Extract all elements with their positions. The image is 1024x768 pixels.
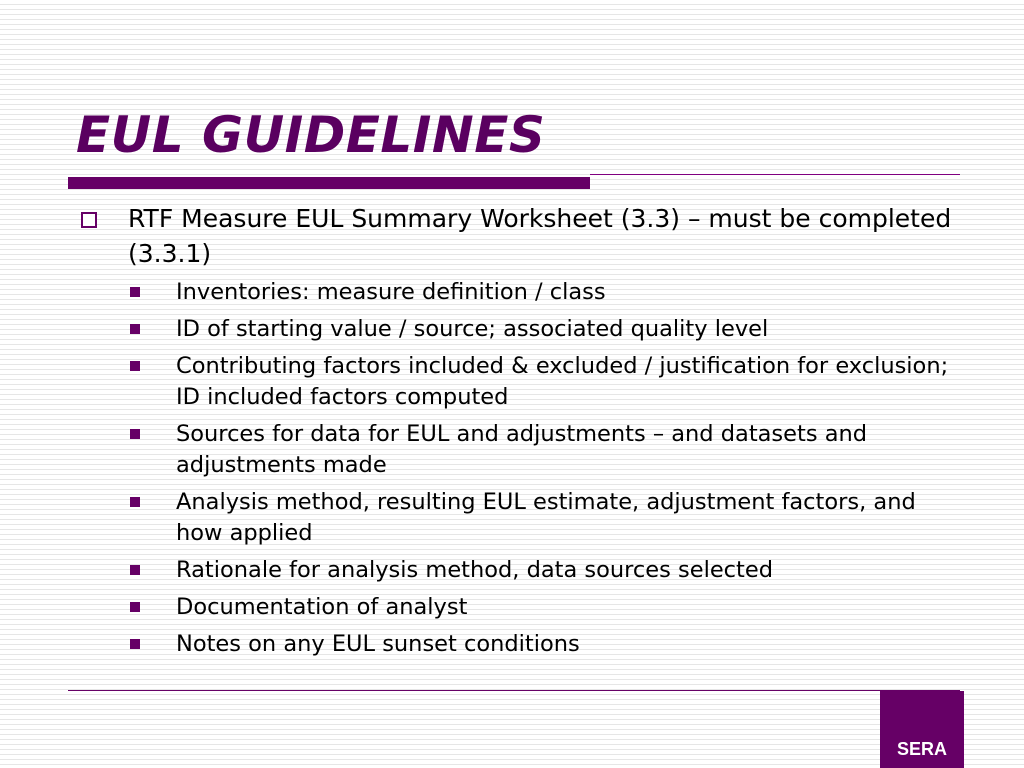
solid-square-icon: [130, 602, 140, 612]
solid-square-icon: [130, 361, 140, 371]
list-item: [76, 592, 956, 623]
list-item: [76, 555, 956, 586]
sub-bullet-list: [76, 277, 956, 660]
list-item-text: Documentation of analyst: [176, 594, 468, 620]
title-underline-thick: [68, 177, 590, 189]
solid-square-icon: [130, 429, 140, 439]
main-bullet: [76, 201, 956, 271]
hollow-square-icon: [81, 212, 97, 228]
list-item: [76, 487, 956, 549]
list-item-text: Notes on any EUL sunset conditions: [176, 631, 580, 657]
list-item: [76, 629, 956, 660]
solid-square-icon: [130, 497, 140, 507]
bullet-list: [76, 201, 956, 666]
list-item-text: Analysis method, resulting EUL estimate, adjustment factors, and how applied: [176, 489, 916, 546]
solid-square-icon: [130, 639, 140, 649]
list-item-text: Contributing factors included & excluded / justification for exclusion; ID included factors computed: [176, 353, 949, 410]
solid-square-icon: [130, 287, 140, 297]
list-item: [76, 351, 956, 413]
logo-text: SERA: [896, 739, 947, 759]
list-item-text: Rationale for analysis method, data sources selected: [176, 557, 773, 583]
list-item: [76, 314, 956, 345]
main-bullet-text: RTF Measure EUL Summary Worksheet (3.3) – must be completed (3.3.1): [128, 204, 952, 268]
list-item-text: Inventories: measure definition / class: [176, 279, 606, 305]
slide-title: EUL GUIDELINES: [76, 106, 546, 164]
footer-rule: [68, 690, 960, 691]
solid-square-icon: [130, 565, 140, 575]
title-underline-thin: [590, 174, 960, 175]
list-item-text: Sources for data for EUL and adjustments – and datasets and adjustments made: [176, 421, 868, 478]
list-item: [76, 277, 956, 308]
sera-logo: [880, 691, 964, 768]
solid-square-icon: [130, 324, 140, 334]
list-item: [76, 419, 956, 481]
list-item-text: ID of starting value / source; associated quality level: [176, 316, 769, 342]
